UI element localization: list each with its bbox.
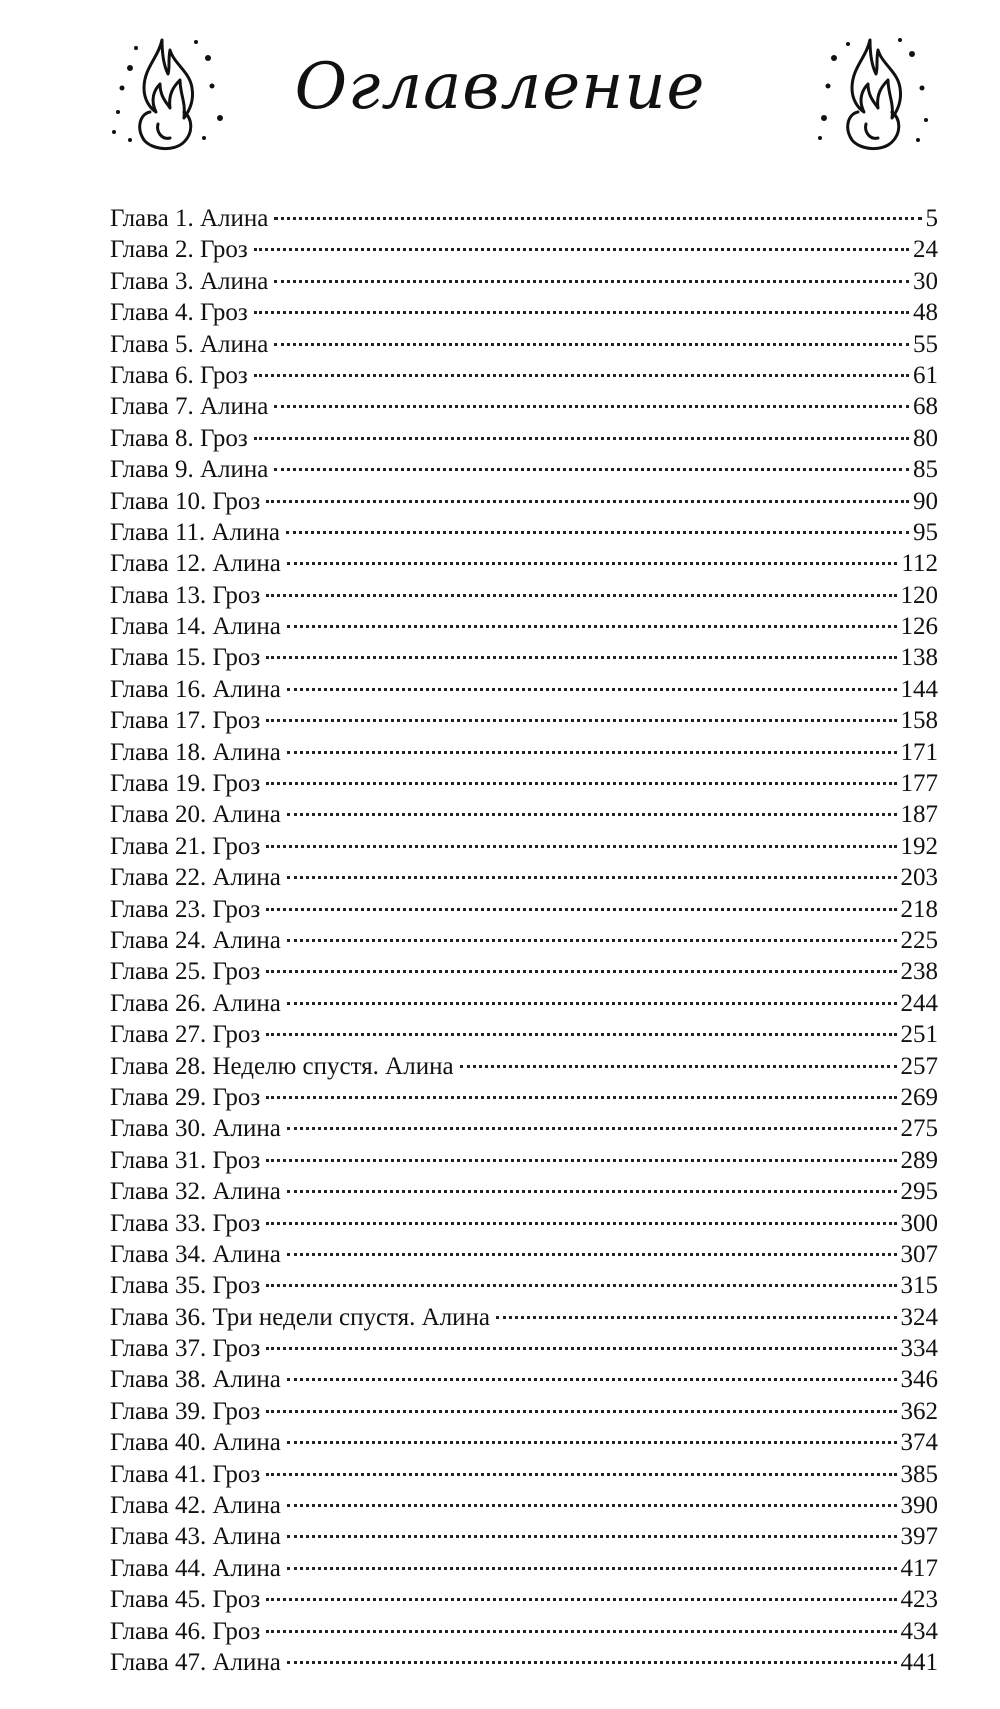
toc-entry-page-number: 434 xyxy=(900,1617,938,1645)
toc-entry[interactable] xyxy=(110,674,938,705)
dot-leader xyxy=(286,531,909,534)
toc-entry[interactable] xyxy=(110,203,938,234)
toc-entry-label: Глава 44. Алина xyxy=(110,1554,281,1582)
toc-entry-page-number: 85 xyxy=(913,456,938,484)
toc-entry-page-number: 275 xyxy=(900,1115,938,1143)
dot-leader xyxy=(287,813,897,816)
dot-leader xyxy=(287,876,897,879)
toc-entry[interactable] xyxy=(110,894,938,925)
toc-entry-label: Глава 25. Гроз xyxy=(110,958,261,986)
table-of-contents xyxy=(110,203,938,1678)
dot-leader xyxy=(254,374,909,377)
toc-entry-page-number: 24 xyxy=(913,236,938,264)
toc-entry-page-number: 120 xyxy=(900,581,938,609)
toc-entry[interactable] xyxy=(110,486,938,517)
toc-entry[interactable] xyxy=(110,1302,938,1333)
toc-entry-page-number: 397 xyxy=(900,1523,938,1551)
toc-entry[interactable] xyxy=(110,1176,938,1207)
toc-entry[interactable] xyxy=(110,1364,938,1395)
toc-entry-label: Глава 1. Алина xyxy=(110,205,269,232)
toc-entry[interactable] xyxy=(110,642,938,673)
toc-entry[interactable] xyxy=(110,925,938,956)
toc-entry-label: Глава 40. Алина xyxy=(110,1429,281,1457)
dot-leader xyxy=(287,1127,897,1130)
toc-entry[interactable] xyxy=(110,1145,938,1176)
toc-entry-page-number: 218 xyxy=(900,895,938,923)
toc-entry[interactable] xyxy=(110,1396,938,1427)
dot-leader xyxy=(287,1253,897,1256)
toc-entry-page-number: 48 xyxy=(913,299,938,327)
toc-entry-label: Глава 16. Алина xyxy=(110,675,281,703)
toc-entry-page-number: 144 xyxy=(900,675,938,703)
toc-entry-label: Глава 36. Три недели спустя. Алина xyxy=(110,1303,491,1331)
toc-entry-page-number: 112 xyxy=(901,550,938,578)
toc-entry[interactable] xyxy=(110,1521,938,1552)
toc-entry[interactable] xyxy=(110,1239,938,1270)
dot-leader xyxy=(266,1284,896,1287)
dot-leader xyxy=(287,1535,897,1538)
toc-entry-label: Глава 17. Гроз xyxy=(110,707,261,735)
toc-entry-label: Глава 14. Алина xyxy=(110,613,281,641)
toc-entry-page-number: 307 xyxy=(900,1240,938,1268)
toc-entry-page-number: 171 xyxy=(900,738,938,766)
dot-leader xyxy=(496,1316,896,1319)
toc-entry-label: Глава 33. Гроз xyxy=(110,1209,261,1237)
toc-entry-label: Глава 30. Алина xyxy=(110,1115,281,1143)
toc-entry-page-number: 126 xyxy=(900,613,938,641)
toc-entry-page-number: 61 xyxy=(913,361,938,389)
dot-leader xyxy=(460,1065,897,1068)
toc-entry-label: Глава 32. Алина xyxy=(110,1178,281,1206)
toc-entry-page-number: 295 xyxy=(900,1178,938,1206)
toc-entry-page-number: 95 xyxy=(913,518,938,546)
toc-entry-page-number: 346 xyxy=(900,1366,938,1394)
toc-entry[interactable] xyxy=(110,548,938,579)
toc-entry-page-number: 30 xyxy=(913,267,938,295)
dot-leader xyxy=(274,405,909,408)
dot-leader xyxy=(266,656,896,659)
dot-leader xyxy=(266,1630,896,1633)
dot-leader xyxy=(287,939,897,942)
dot-leader xyxy=(274,280,909,283)
toc-entry-page-number: 257 xyxy=(900,1052,938,1080)
dot-leader xyxy=(266,1410,896,1413)
toc-entry-label: Глава 3. Алина xyxy=(110,267,269,295)
toc-entry[interactable] xyxy=(110,799,938,830)
toc-entry[interactable] xyxy=(110,1459,938,1490)
dot-leader xyxy=(266,1033,896,1036)
toc-entry-page-number: 90 xyxy=(913,487,938,515)
toc-entry-label: Глава 10. Гроз xyxy=(110,487,261,515)
toc-entry[interactable] xyxy=(110,391,938,422)
toc-entry-label: Глава 18. Алина xyxy=(110,738,281,766)
toc-entry-label: Глава 39. Гроз xyxy=(110,1397,261,1425)
dot-leader xyxy=(287,562,898,565)
toc-entry-label: Глава 46. Гроз xyxy=(110,1617,261,1645)
toc-entry-label: Глава 13. Гроз xyxy=(110,581,261,609)
toc-entry-page-number: 68 xyxy=(913,393,938,421)
toc-entry-label: Глава 19. Гроз xyxy=(110,770,261,798)
toc-entry[interactable] xyxy=(110,705,938,736)
toc-entry-page-number: 5 xyxy=(925,205,938,232)
toc-entry[interactable] xyxy=(110,1584,938,1615)
dot-leader xyxy=(266,782,896,785)
toc-entry-page-number: 158 xyxy=(900,707,938,735)
toc-entry-page-number: 244 xyxy=(900,989,938,1017)
toc-entry-label: Глава 2. Гроз xyxy=(110,236,248,264)
toc-entry-label: Глава 27. Гроз xyxy=(110,1021,261,1049)
dot-leader xyxy=(266,1598,896,1601)
dot-leader xyxy=(266,1222,896,1225)
toc-entry[interactable] xyxy=(110,831,938,862)
dot-leader xyxy=(266,1096,896,1099)
dot-leader xyxy=(287,1441,897,1444)
toc-entry-label: Глава 5. Алина xyxy=(110,330,269,358)
toc-entry-label: Глава 29. Гроз xyxy=(110,1083,261,1111)
toc-entry-page-number: 334 xyxy=(900,1335,938,1363)
dot-leader xyxy=(266,719,896,722)
flame-icon xyxy=(100,28,230,158)
toc-entry[interactable] xyxy=(110,1019,938,1050)
dot-leader xyxy=(266,500,909,503)
toc-entry-label: Глава 28. Неделю спустя. Алина xyxy=(110,1052,454,1080)
toc-entry-label: Глава 9. Алина xyxy=(110,456,269,484)
dot-leader xyxy=(266,845,896,848)
toc-entry-label: Глава 47. Алина xyxy=(110,1648,281,1676)
dot-leader xyxy=(287,688,897,691)
toc-entry-label: Глава 4. Гроз xyxy=(110,299,248,327)
toc-entry-label: Глава 45. Гроз xyxy=(110,1586,261,1614)
toc-entry-label: Глава 11. Алина xyxy=(110,518,280,546)
dot-leader xyxy=(254,311,909,314)
flame-icon xyxy=(808,28,938,158)
dot-leader xyxy=(287,625,897,628)
dot-leader xyxy=(266,1473,896,1476)
dot-leader xyxy=(254,248,909,251)
toc-entry-page-number: 362 xyxy=(900,1397,938,1425)
toc-entry-page-number: 251 xyxy=(900,1021,938,1049)
toc-entry[interactable] xyxy=(110,266,938,297)
toc-entry-page-number: 187 xyxy=(900,801,938,829)
dot-leader xyxy=(287,1002,897,1005)
toc-entry-page-number: 441 xyxy=(900,1648,938,1676)
dot-leader xyxy=(266,594,896,597)
toc-entry-page-number: 203 xyxy=(900,864,938,892)
dot-leader xyxy=(254,437,909,440)
dot-leader xyxy=(266,970,896,973)
toc-entry[interactable] xyxy=(110,580,938,611)
toc-entry-page-number: 385 xyxy=(900,1460,938,1488)
toc-entry-label: Глава 38. Алина xyxy=(110,1366,281,1394)
toc-entry-label: Глава 24. Алина xyxy=(110,926,281,954)
toc-entry[interactable] xyxy=(110,234,938,265)
toc-entry-label: Глава 41. Гроз xyxy=(110,1460,261,1488)
toc-entry[interactable] xyxy=(110,737,938,768)
toc-entry[interactable] xyxy=(110,768,938,799)
toc-entry-page-number: 390 xyxy=(900,1492,938,1520)
toc-entry[interactable] xyxy=(110,956,938,987)
toc-entry[interactable] xyxy=(110,360,938,391)
dot-leader xyxy=(266,1159,896,1162)
toc-entry[interactable] xyxy=(110,1333,938,1364)
toc-entry-label: Глава 6. Гроз xyxy=(110,361,248,389)
page-header xyxy=(0,20,1000,160)
dot-leader xyxy=(266,908,896,911)
toc-entry-page-number: 192 xyxy=(900,832,938,860)
toc-entry[interactable] xyxy=(110,1082,938,1113)
toc-entry-label: Глава 37. Гроз xyxy=(110,1335,261,1363)
toc-entry-page-number: 269 xyxy=(900,1083,938,1111)
toc-entry-label: Глава 22. Алина xyxy=(110,864,281,892)
dot-leader xyxy=(287,751,897,754)
toc-entry-label: Глава 12. Алина xyxy=(110,550,281,578)
toc-entry[interactable] xyxy=(110,1051,938,1082)
toc-entry[interactable] xyxy=(110,1270,938,1301)
toc-entry-page-number: 138 xyxy=(900,644,938,672)
toc-entry-page-number: 238 xyxy=(900,958,938,986)
toc-entry-page-number: 423 xyxy=(900,1586,938,1614)
toc-entry-label: Глава 34. Алина xyxy=(110,1240,281,1268)
toc-entry[interactable] xyxy=(110,988,938,1019)
dot-leader xyxy=(274,468,909,471)
toc-entry-page-number: 55 xyxy=(913,330,938,358)
toc-entry[interactable] xyxy=(110,423,938,454)
toc-entry-label: Глава 20. Алина xyxy=(110,801,281,829)
toc-entry[interactable] xyxy=(110,1490,938,1521)
toc-entry[interactable] xyxy=(110,297,938,328)
toc-entry-label: Глава 31. Гроз xyxy=(110,1146,261,1174)
toc-entry[interactable] xyxy=(110,1616,938,1647)
toc-entry-page-number: 80 xyxy=(913,424,938,452)
toc-entry[interactable] xyxy=(110,1208,938,1239)
toc-entry[interactable] xyxy=(110,454,938,485)
toc-entry-label: Глава 7. Алина xyxy=(110,393,269,421)
dot-leader xyxy=(287,1661,897,1664)
toc-entry[interactable] xyxy=(110,611,938,642)
toc-entry-label: Глава 15. Гроз xyxy=(110,644,261,672)
toc-entry[interactable] xyxy=(110,1647,938,1678)
toc-entry-page-number: 225 xyxy=(900,926,938,954)
toc-entry-label: Глава 8. Гроз xyxy=(110,424,248,452)
toc-entry[interactable] xyxy=(110,329,938,360)
dot-leader xyxy=(274,343,909,346)
toc-entry-page-number: 417 xyxy=(900,1554,938,1582)
dot-leader xyxy=(287,1567,897,1570)
dot-leader xyxy=(266,1347,896,1350)
toc-entry-label: Глава 21. Гроз xyxy=(110,832,261,860)
toc-entry-label: Глава 43. Алина xyxy=(110,1523,281,1551)
dot-leader xyxy=(274,217,921,220)
toc-entry[interactable] xyxy=(110,862,938,893)
toc-entry-page-number: 300 xyxy=(900,1209,938,1237)
toc-entry-label: Глава 23. Гроз xyxy=(110,895,261,923)
dot-leader xyxy=(287,1190,897,1193)
toc-entry-label: Глава 26. Алина xyxy=(110,989,281,1017)
toc-entry-label: Глава 42. Алина xyxy=(110,1492,281,1520)
toc-entry-label: Глава 35. Гроз xyxy=(110,1272,261,1300)
dot-leader xyxy=(287,1504,897,1507)
toc-entry-page-number: 289 xyxy=(900,1146,938,1174)
toc-entry-page-number: 315 xyxy=(900,1272,938,1300)
page-title: Оглавление xyxy=(294,50,706,124)
toc-entry-page-number: 324 xyxy=(900,1303,938,1331)
toc-entry[interactable] xyxy=(110,1427,938,1458)
toc-entry[interactable] xyxy=(110,1553,938,1584)
toc-entry[interactable] xyxy=(110,517,938,548)
toc-entry-page-number: 374 xyxy=(900,1429,938,1457)
dot-leader xyxy=(287,1378,897,1381)
toc-entry-page-number: 177 xyxy=(900,770,938,798)
toc-entry[interactable] xyxy=(110,1113,938,1144)
